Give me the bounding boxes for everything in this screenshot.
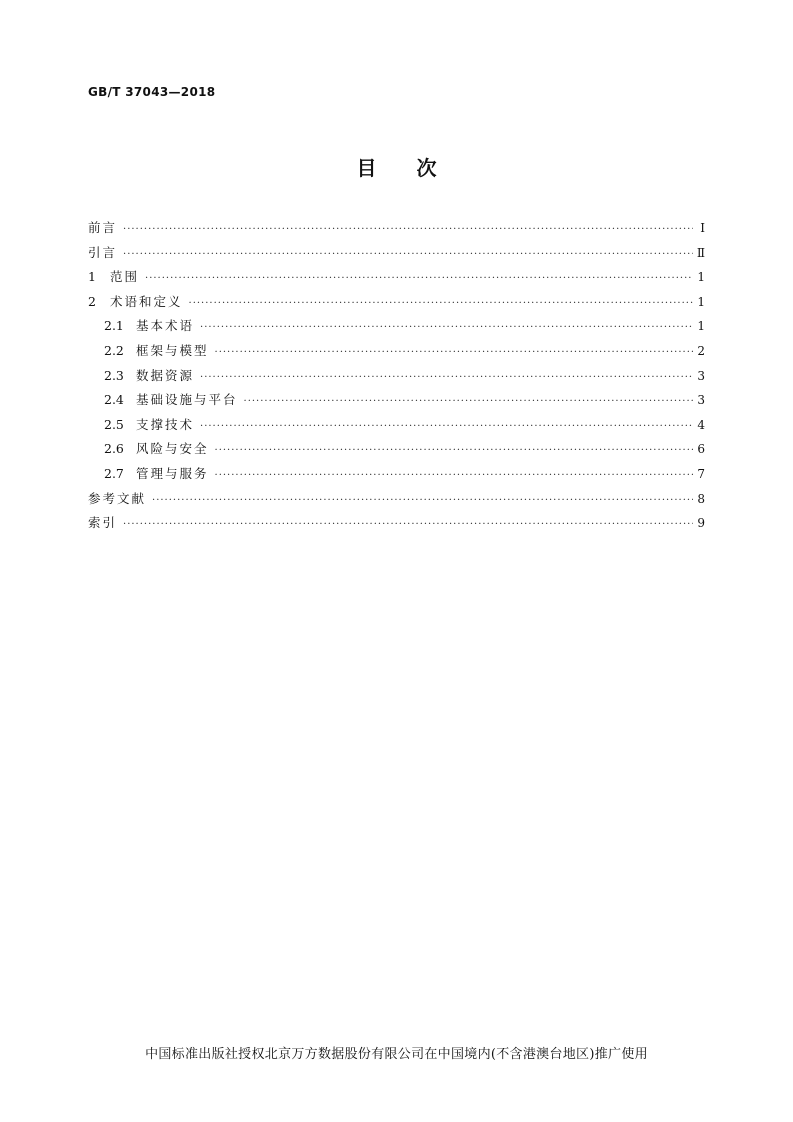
toc-entry-bibliography[interactable] <box>88 487 705 512</box>
toc-entry-number: 2.1 <box>104 318 124 334</box>
toc-entry-label: 引言 <box>88 244 118 260</box>
toc-entry-label: 支撑技术 <box>136 416 195 432</box>
toc-entry-page: 1 <box>697 270 705 285</box>
toc-entry-number: 2.6 <box>104 441 124 457</box>
toc-entry-number: 2.3 <box>104 367 124 383</box>
toc-entry-number: 2.5 <box>104 416 124 432</box>
toc-entry-label: 参考文献 <box>88 490 147 506</box>
toc-entry-supporting-technology[interactable] <box>88 413 705 438</box>
toc-entry-page: 1 <box>697 294 705 309</box>
toc-entry-label: 术语和定义 <box>110 293 183 309</box>
toc-entry-basic-terms[interactable] <box>88 314 705 339</box>
toc-entry-number: 1 <box>88 269 96 285</box>
toc-entry-introduction[interactable] <box>88 241 705 266</box>
toc-dot-leader <box>215 341 693 366</box>
toc-entry-foreword[interactable] <box>88 216 705 241</box>
toc-entry-page: 4 <box>697 417 705 432</box>
toc-entry-number: 2.7 <box>104 465 124 481</box>
toc-dot-leader <box>215 439 693 464</box>
toc-entry-page: 1 <box>697 319 705 334</box>
toc-entry-label: 前言 <box>88 220 118 235</box>
toc-entry-number: 2.2 <box>104 342 124 358</box>
toc-dot-leader <box>123 243 693 268</box>
toc-entry-terms-definitions[interactable] <box>88 290 705 315</box>
toc-entry-page: Ⅰ <box>700 221 705 235</box>
toc-dot-leader <box>215 464 693 489</box>
toc-entry-page: 3 <box>697 393 705 408</box>
toc-entry-infrastructure-platform[interactable] <box>88 388 705 413</box>
toc-entry-scope[interactable] <box>88 265 705 290</box>
toc-entry-index[interactable] <box>88 511 705 536</box>
toc-entry-page: 2 <box>697 343 705 358</box>
page-title: 目次 <box>356 156 477 180</box>
toc-entry-page: 7 <box>697 466 705 481</box>
standard-code: GB/T 37043—2018 <box>88 85 216 99</box>
toc-entry-label: 风险与安全 <box>136 441 209 457</box>
toc-dot-leader <box>200 366 693 391</box>
toc-entry-page: Ⅱ <box>696 245 705 260</box>
toc-entry-risk-security[interactable] <box>88 437 705 462</box>
distribution-notice: 中国标准出版社授权北京万方数据股份有限公司在中国境内(不含港澳台地区)推广使用 <box>145 1047 648 1062</box>
toc-entry-label: 管理与服务 <box>136 465 209 481</box>
toc-entry-label: 数据资源 <box>136 367 195 383</box>
toc-dot-leader <box>189 292 693 317</box>
toc-entry-page: 3 <box>697 368 705 383</box>
toc-entry-label: 索引 <box>88 515 118 531</box>
toc-dot-leader <box>152 489 693 514</box>
toc-entry-number: 2 <box>88 293 96 309</box>
toc-entry-label: 基本术语 <box>136 318 195 334</box>
toc-entry-number: 2.4 <box>104 392 124 408</box>
toc-dot-leader <box>123 513 693 538</box>
table-of-contents <box>88 216 705 536</box>
toc-dot-leader <box>200 316 693 341</box>
toc-entry-data-resources[interactable] <box>88 364 705 389</box>
toc-entry-page: 8 <box>697 491 705 506</box>
toc-dot-leader <box>200 415 693 440</box>
toc-dot-leader <box>244 390 693 415</box>
toc-entry-page: 6 <box>697 442 705 457</box>
toc-entry-label: 范围 <box>110 269 140 285</box>
toc-entry-management-services[interactable] <box>88 462 705 487</box>
toc-entry-label: 框架与模型 <box>136 342 209 358</box>
toc-entry-framework-model[interactable] <box>88 339 705 364</box>
toc-entry-label: 基础设施与平台 <box>136 392 238 408</box>
toc-dot-leader <box>145 267 693 292</box>
toc-entry-page: 9 <box>697 516 705 531</box>
toc-dot-leader <box>123 218 693 243</box>
